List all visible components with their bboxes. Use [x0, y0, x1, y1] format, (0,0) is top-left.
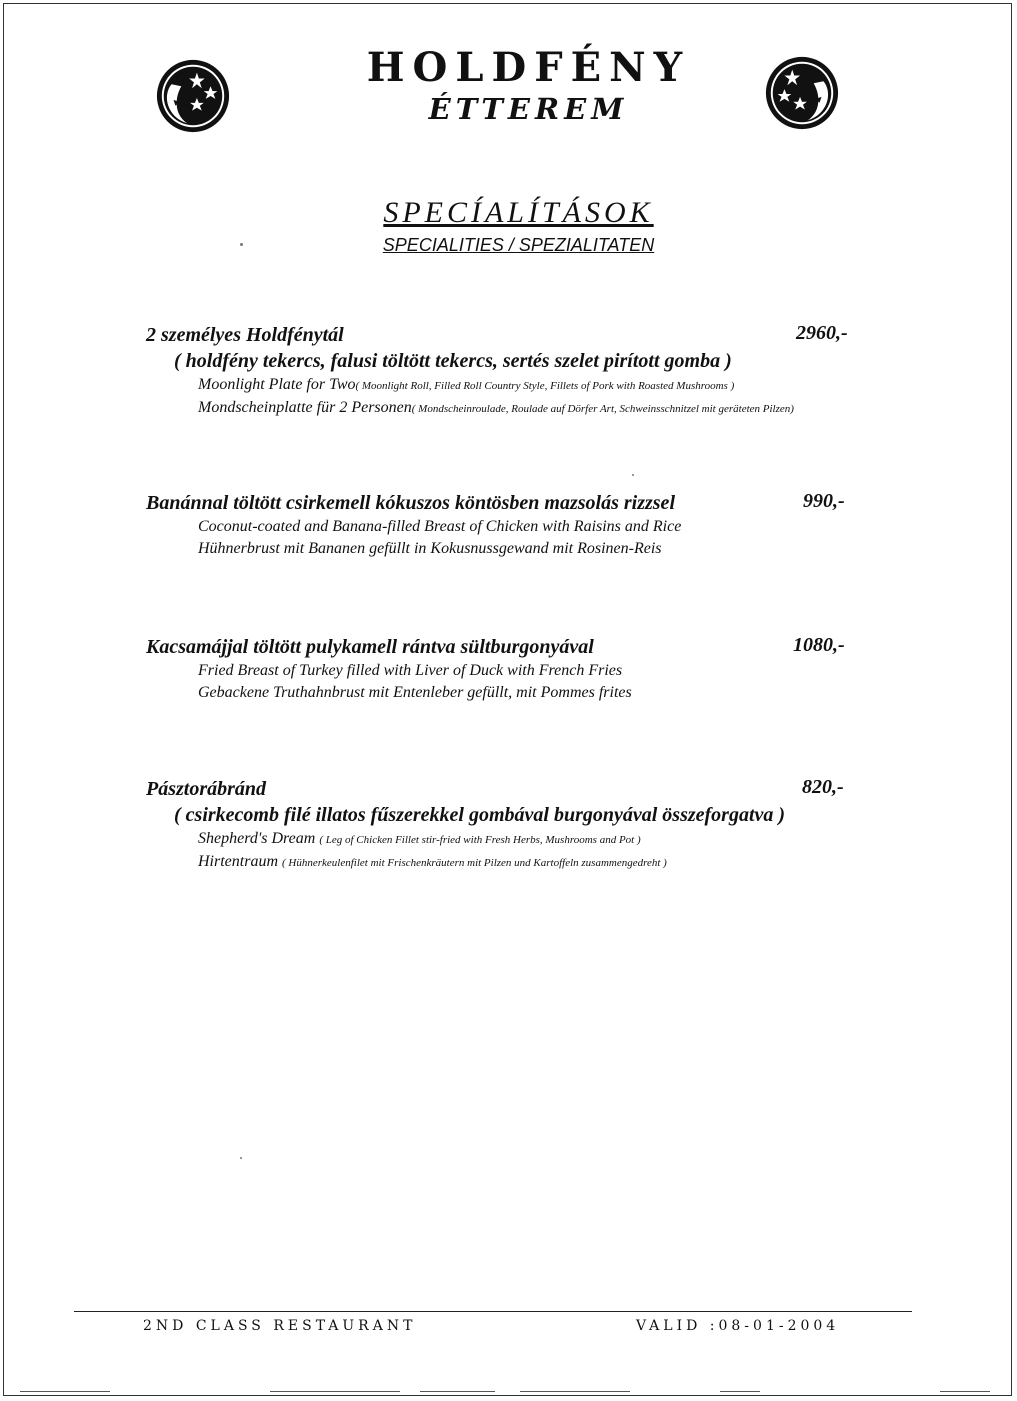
dish-hungarian-detail: ( csirkecomb filé illatos fűszerekkel gombával burgonyával összeforgatva ) [174, 804, 786, 826]
dish-english-name: Moonlight Plate for Two [198, 376, 356, 393]
scan-artifact [520, 1391, 630, 1392]
dish-hungarian-detail: ( holdfény tekercs, falusi töltött tekercs, sertés szelet pirított gomba ) [174, 350, 732, 372]
dish-german-line [198, 397, 906, 420]
dish-price: 820,- [802, 776, 844, 798]
section-subtitle: SPECIALITIES / SPEZIALITATEN [382, 235, 655, 255]
dish-german-line: Hühnerbrust mit Bananen gefüllt in Kokusnussgewand mit Rosinen-Reis [198, 540, 662, 557]
scan-speck [632, 474, 634, 476]
dish-german-detail: ( Hühnerkeulenfilet mit Frischenkräutern mit Pilzen und Kartoffeln zusammengedreht ) [282, 857, 667, 869]
restaurant-class: 2ND CLASS RESTAURANT [143, 1318, 417, 1334]
dish-name: Banánnal töltött csirkemell kókuszos köntösben mazsolás rizzsel [146, 492, 675, 514]
dish-name: Pásztorábránd [146, 778, 267, 800]
dish-price: 1080,- [793, 634, 845, 656]
scan-artifact [720, 1391, 760, 1392]
footer-divider [74, 1311, 912, 1312]
scan-artifact [420, 1391, 495, 1392]
dish-german-detail: ( Mondscheinroulade, Roulade auf Dörfer Art, Schweinsschnitzel mit geräteten Pilzen) [411, 403, 794, 415]
scan-artifact [20, 1391, 110, 1392]
restaurant-name: HOLDFÉNY [366, 44, 691, 91]
scan-speck [240, 243, 243, 246]
dish-price: 990,- [803, 490, 845, 512]
restaurant-subtitle: ÉTTEREM [428, 92, 629, 126]
scan-speck [240, 1157, 242, 1159]
menu-item [146, 322, 906, 420]
dish-name: 2 személyes Holdfénytál [146, 324, 344, 346]
dish-english-line: Coconut-coated and Banana-filled Breast of Chicken with Raisins and Rice [198, 518, 682, 535]
section-title: SPECÍALÍTÁSOK [383, 196, 654, 229]
dish-english-detail: ( Moonlight Roll, Filled Roll Country Style, Fillets of Pork with Roasted Mushrooms ) [355, 380, 735, 392]
dish-german-name: Mondscheinplatte für 2 Personen [198, 399, 412, 416]
dish-english-detail: ( Leg of Chicken Fillet stir-fried with Fresh Herbs, Mushrooms and Pot ) [319, 834, 641, 846]
dish-german-name: Hirtentraum [198, 853, 278, 870]
dish-english-line [198, 828, 906, 851]
dish-name: Kacsamájjal töltött pulykamell rántva sültburgonyával [146, 636, 594, 658]
menu-item [146, 490, 906, 560]
dish-english-line [198, 374, 906, 397]
dish-german-line [198, 851, 906, 874]
dish-english-line: Fried Breast of Turkey filled with Liver of Duck with French Fries [198, 662, 623, 679]
dish-english-name: Shepherd's Dream [198, 830, 316, 847]
scan-artifact [940, 1391, 990, 1392]
menu-item [146, 634, 906, 704]
dish-price: 2960,- [796, 322, 848, 344]
scan-artifact [270, 1391, 400, 1392]
dish-german-line: Gebackene Truthahnbrust mit Entenleber gefüllt, mit Pommes frites [198, 684, 632, 701]
validity-date: VALID :08-01-2004 [636, 1318, 840, 1334]
menu-item [146, 776, 906, 874]
